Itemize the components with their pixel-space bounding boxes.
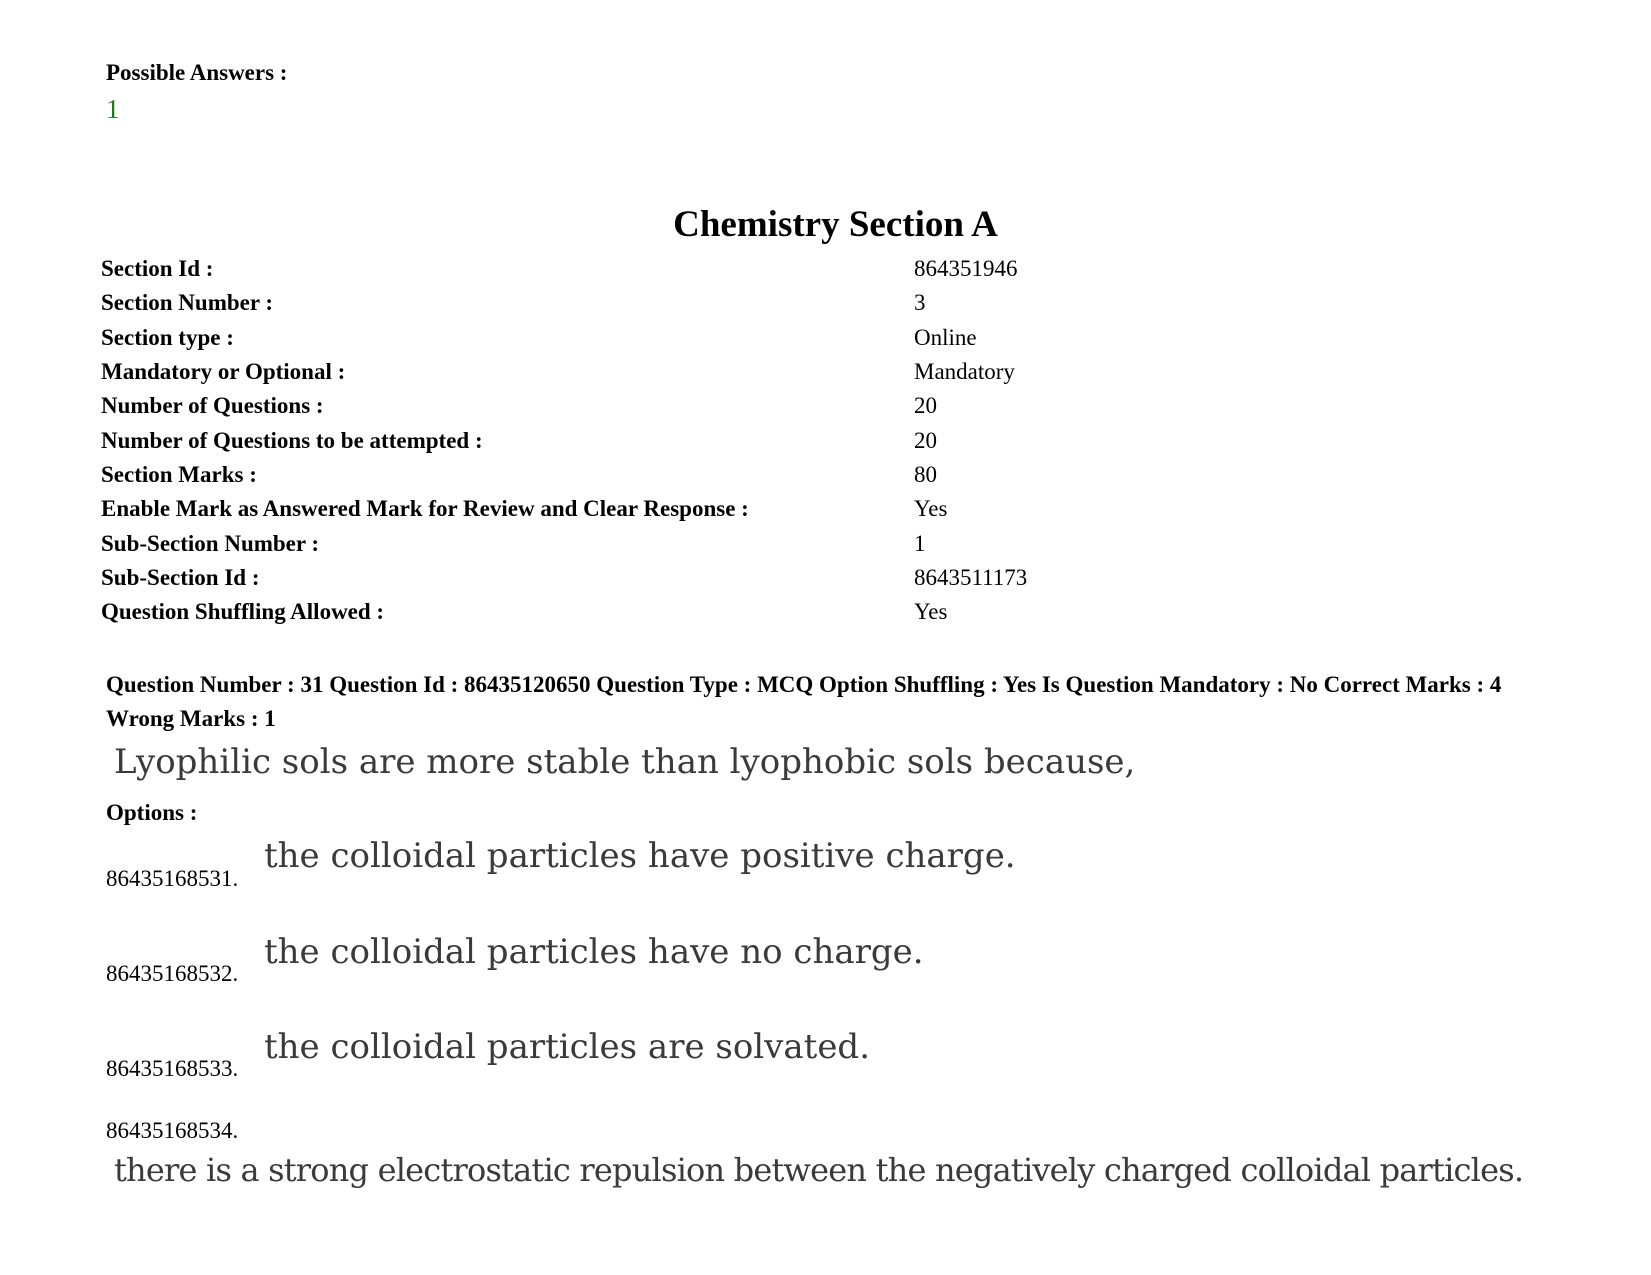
option-id: 86435168533. [106,1056,239,1081]
field-label: Section Id : [101,256,214,282]
field-value: 3 [914,290,926,316]
table-row [101,492,1027,526]
field-value: Mandatory [914,359,1015,385]
field-value: 864351946 [914,256,1018,282]
field-label: Mandatory or Optional : [101,359,346,385]
table-row [101,526,1027,560]
table-row [101,252,1027,286]
table-row [101,355,1027,389]
option-text: the colloidal particles are solvated. [264,1027,871,1067]
field-value: 20 [914,393,937,419]
table-row [101,458,1027,492]
field-label: Enable Mark as Answered Mark for Review and Clear Response : [101,496,749,522]
option-text: the colloidal particles have no charge. [264,932,924,972]
option-text: there is a strong electrostatic repulsion between the negatively charged colloidal particles. [114,1151,1524,1189]
table-row [101,423,1027,457]
field-value: 8643511173 [914,564,1028,590]
section-title: Chemistry Section A [673,204,998,245]
field-label: Number of Questions to be attempted : [101,427,483,453]
field-value: 20 [914,427,937,453]
field-value: Yes [914,599,948,625]
field-label: Section Number : [101,290,274,316]
possible-answers-label: Possible Answers : [106,60,288,85]
question-metadata: Question Number : 31 Question Id : 86435120650 Question Type : MCQ Option Shuffling : Yes Is Question Mandatory : No Correct Marks : 4 Wrong Marks : 1 [106,672,1502,731]
option-id: 86435168531. [106,866,239,891]
table-row [101,389,1027,423]
field-label: Number of Questions : [101,393,324,419]
field-label: Sub-Section Number : [101,530,320,556]
question-text: Lyophilic sols are more stable than lyophobic sols because, [114,742,1136,782]
field-value: Online [914,324,977,350]
field-label: Sub-Section Id : [101,564,260,590]
field-label: Question Shuffling Allowed : [101,599,385,625]
table-row [101,286,1027,320]
field-value: 80 [914,461,937,487]
field-value: 1 [914,530,926,556]
field-label: Section Marks : [101,461,257,487]
section-info-table [101,252,1027,629]
table-row [101,321,1027,355]
option-text: the colloidal particles have positive charge. [264,836,1016,876]
possible-answers-value: 1 [106,94,120,124]
option-id: 86435168532. [106,961,239,986]
options-label: Options : [106,800,198,825]
field-value: Yes [914,496,948,522]
table-row [101,561,1027,595]
field-label: Section type : [101,324,234,350]
table-row [101,595,1027,629]
option-id: 86435168534. [106,1118,239,1143]
